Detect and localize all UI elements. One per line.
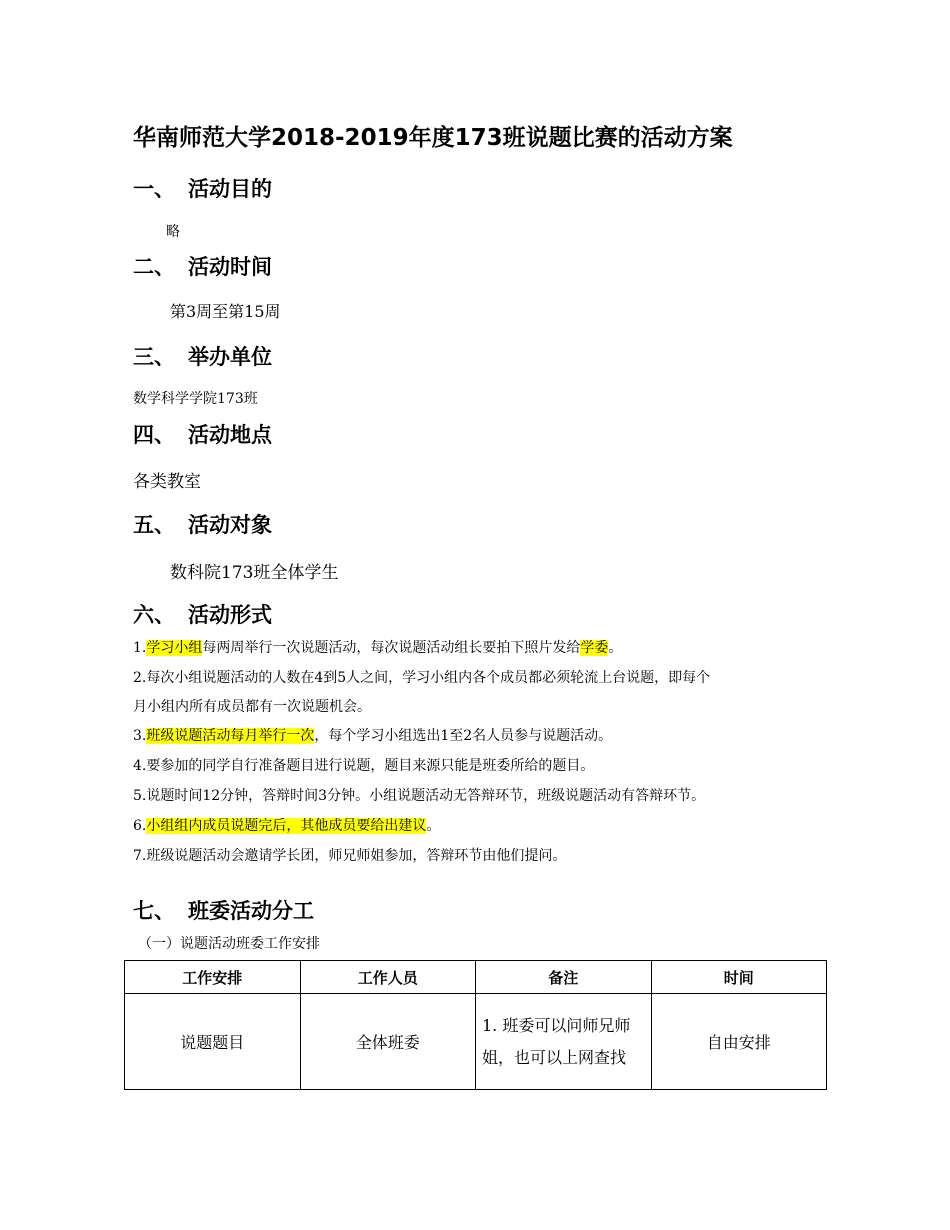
section-content-4: 各类教室 <box>133 472 201 492</box>
table-cell: 全体班委 <box>300 994 476 1090</box>
form-item-2-line-2: 月小组内所有成员都有一次说题机会。 <box>133 699 371 715</box>
table-cell-note: 1. 班委可以问师兄师姐，也可以上网查找 <box>476 994 652 1090</box>
section-label: 活动时间 <box>188 255 272 279</box>
section-heading-6 <box>133 599 272 629</box>
section-content-3: 数学科学学院173班 <box>133 391 258 407</box>
table-header-cell: 备注 <box>476 961 652 994</box>
form-item-1 <box>133 637 622 657</box>
section-number: 六、 <box>133 603 175 627</box>
form-item-4: 4.要参加的同学自行准备题目进行说题，题目来源只能是班委所给的题目。 <box>133 758 595 774</box>
section-number: 二、 <box>133 255 175 279</box>
form-item-5: 5.说题时间12分钟，答辩时间3分钟。小组说题活动无答辩环节，班级说题活动有答辩环节。 <box>133 788 706 804</box>
item-prefix: 1. <box>133 640 147 656</box>
highlighted-text: 小组组内成员说题完后，其他成员要给出建议 <box>146 818 427 834</box>
section-label: 活动对象 <box>188 513 272 537</box>
table-header-cell: 时间 <box>651 961 827 994</box>
table-header-cell: 工作人员 <box>300 961 476 994</box>
section-label: 活动形式 <box>188 603 272 627</box>
section-label: 活动目的 <box>188 177 272 201</box>
section-content-2: 第3周至第15周 <box>170 302 281 321</box>
table-cell: 自由安排 <box>651 994 827 1090</box>
section-heading-2 <box>133 251 272 281</box>
item-text: 每两周举行一次说题活动，每次说题活动组长要拍下照片发给 <box>202 640 581 656</box>
section-heading-5 <box>133 509 272 539</box>
item-prefix: 6. <box>133 818 147 834</box>
section-heading-1 <box>133 173 272 203</box>
section-content-1: 略 <box>166 224 180 240</box>
section-content-5: 数科院173班全体学生 <box>170 563 339 583</box>
section-heading-7 <box>133 895 314 925</box>
section-number: 五、 <box>133 513 175 537</box>
section-label: 举办单位 <box>188 345 272 369</box>
section-heading-4 <box>133 419 272 449</box>
item-text: ，每个学习小组选出1至2名人员参与说题活动。 <box>314 728 613 744</box>
section-number: 四、 <box>133 423 175 447</box>
section-label: 活动地点 <box>188 423 272 447</box>
item-text: 。 <box>426 818 441 834</box>
form-item-3 <box>133 725 612 745</box>
form-item-2-line-1: 2.每次小组说题活动的人数在4到5人之间，学习小组内各个成员都必须轮流上台说题，即每个 <box>133 670 711 686</box>
section-number: 三、 <box>133 345 175 369</box>
highlighted-text: 学委 <box>580 640 609 656</box>
highlighted-text: 班级说题活动每月举行一次 <box>146 728 315 744</box>
table-cell: 说题题目 <box>125 994 301 1090</box>
form-item-6 <box>133 815 440 835</box>
table-row <box>125 994 827 1090</box>
document-title: 华南师范大学2018-2019年度173班说题比赛的活动方案 <box>133 125 733 151</box>
work-arrangement-table <box>124 960 827 1090</box>
item-prefix: 3. <box>133 728 147 744</box>
section-label: 班委活动分工 <box>188 899 314 923</box>
section-heading-3 <box>133 341 272 371</box>
highlighted-text: 学习小组 <box>146 640 203 656</box>
subsection-title: （一）说题活动班委工作安排 <box>138 936 320 952</box>
item-text: 。 <box>608 640 623 656</box>
table-header-cell: 工作安排 <box>125 961 301 994</box>
section-number: 一、 <box>133 177 175 201</box>
table-header-row <box>125 961 827 994</box>
form-item-7: 7.班级说题活动会邀请学长团，师兄师姐参加，答辩环节由他们提问。 <box>133 848 567 864</box>
section-number: 七、 <box>133 899 175 923</box>
